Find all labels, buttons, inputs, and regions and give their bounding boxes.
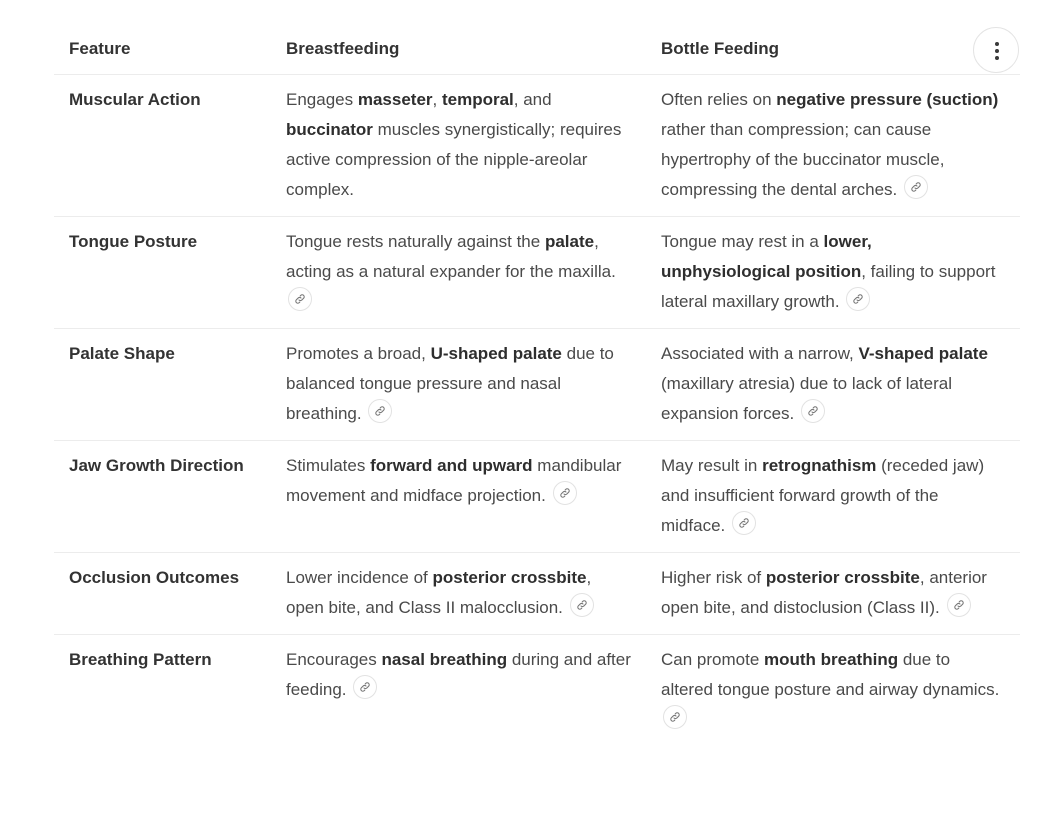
text-segment: due to balanced tongue pressure and nasal breathing. xyxy=(286,344,614,423)
text-segment: (maxillary atresia) due to lack of lateral expansion forces. xyxy=(661,374,953,423)
table-row xyxy=(54,441,1020,553)
header-bottle-feeding: Bottle Feeding xyxy=(646,26,1020,75)
text-segment: Promotes a broad, xyxy=(286,344,431,363)
table-body xyxy=(54,75,1020,747)
link-icon[interactable] xyxy=(288,287,312,311)
feature-cell: Palate Shape xyxy=(54,329,271,441)
link-icon[interactable] xyxy=(553,481,577,505)
bold-text: posterior crossbite xyxy=(432,568,587,587)
text-segment: Higher risk of xyxy=(661,568,766,587)
text-segment: Stimulates xyxy=(286,456,371,475)
header-feature: Feature xyxy=(54,26,271,75)
feature-cell: Occlusion Outcomes xyxy=(54,553,271,635)
bold-text: retrognathism xyxy=(762,456,877,475)
bold-text: palate xyxy=(544,232,595,251)
table-row xyxy=(54,635,1020,747)
bottle-feeding-cell xyxy=(646,553,1020,635)
link-icon[interactable] xyxy=(846,287,870,311)
bold-text: nasal breathing xyxy=(381,650,508,669)
breastfeeding-cell xyxy=(271,217,646,329)
bold-text: mouth breathing xyxy=(764,650,899,669)
feature-cell: Tongue Posture xyxy=(54,217,271,329)
bottle-feeding-cell xyxy=(646,75,1020,217)
text-segment: May result in xyxy=(661,456,763,475)
table-row xyxy=(54,75,1020,217)
bottle-feeding-cell xyxy=(646,635,1020,747)
bold-text: masseter xyxy=(357,90,433,109)
link-icon[interactable] xyxy=(904,175,928,199)
text-segment: Can promote xyxy=(661,650,764,669)
bold-text: lower, unphysiological position xyxy=(661,232,872,281)
breastfeeding-cell xyxy=(271,75,646,217)
link-icon[interactable] xyxy=(570,593,594,617)
text-segment: Tongue rests naturally against the xyxy=(286,232,545,251)
link-icon[interactable] xyxy=(663,705,687,729)
bottle-feeding-cell xyxy=(646,217,1020,329)
text-segment: Encourages xyxy=(286,650,382,669)
link-icon[interactable] xyxy=(801,399,825,423)
text-segment: Engages xyxy=(286,90,358,109)
breastfeeding-cell xyxy=(271,635,646,747)
feature-cell: Breathing Pattern xyxy=(69,650,212,669)
text-segment: , failing to support lateral maxillary growth. xyxy=(661,262,996,311)
text-segment: , open bite, and Class II malocclusion. xyxy=(286,568,592,617)
bold-text: posterior crossbite xyxy=(765,568,920,587)
text-segment: , anterior open bite, and distoclusion (Class II). xyxy=(661,568,987,617)
breastfeeding-cell xyxy=(271,441,646,553)
link-icon[interactable] xyxy=(368,399,392,423)
text-segment: , acting as a natural expander for the maxilla. xyxy=(286,232,616,281)
text-segment: Associated with a narrow, xyxy=(661,344,859,363)
text-segment: Lower incidence of xyxy=(286,568,433,587)
feature-cell: Muscular Action xyxy=(54,75,271,217)
bold-text: negative pressure (suction) xyxy=(776,90,999,109)
header-breastfeeding: Breastfeeding xyxy=(271,26,646,75)
table-row xyxy=(54,217,1020,329)
bold-text: U-shaped palate xyxy=(430,344,562,363)
feature-cell: Jaw Growth Direction xyxy=(54,441,271,553)
text-segment: , and xyxy=(513,90,552,109)
link-icon[interactable] xyxy=(732,511,756,535)
text-segment: rather than compression; can cause hypertrophy of the buccinator muscle, compressing the dental arches. xyxy=(661,120,945,199)
bold-text: temporal xyxy=(441,90,514,109)
bottle-feeding-cell xyxy=(646,441,1020,553)
text-segment: muscles synergistically; requires active compression of the nipple-areolar complex. xyxy=(286,120,622,199)
link-icon[interactable] xyxy=(353,675,377,699)
text-segment: due to altered tongue posture and airway dynamics. xyxy=(661,650,1000,699)
text-segment: during and after feeding. xyxy=(286,650,631,699)
text-segment: , xyxy=(432,90,442,109)
bold-text: buccinator xyxy=(286,120,373,139)
bold-text: V-shaped palate xyxy=(858,344,988,363)
bold-text: forward and upward xyxy=(370,456,533,475)
breastfeeding-cell xyxy=(271,553,646,635)
table-header-row xyxy=(54,26,1020,75)
text-segment: Often relies on xyxy=(661,90,777,109)
bottle-feeding-cell xyxy=(646,329,1020,441)
link-icon[interactable] xyxy=(947,593,971,617)
table-row xyxy=(54,329,1020,441)
comparison-table xyxy=(54,26,1020,746)
table-row xyxy=(54,553,1020,635)
text-segment: Tongue may rest in a xyxy=(661,232,824,251)
text-segment: mandibular movement and midface projection. xyxy=(286,456,622,505)
breastfeeding-cell xyxy=(271,329,646,441)
text-segment: (receded jaw) and insufficient forward growth of the midface. xyxy=(661,456,985,535)
